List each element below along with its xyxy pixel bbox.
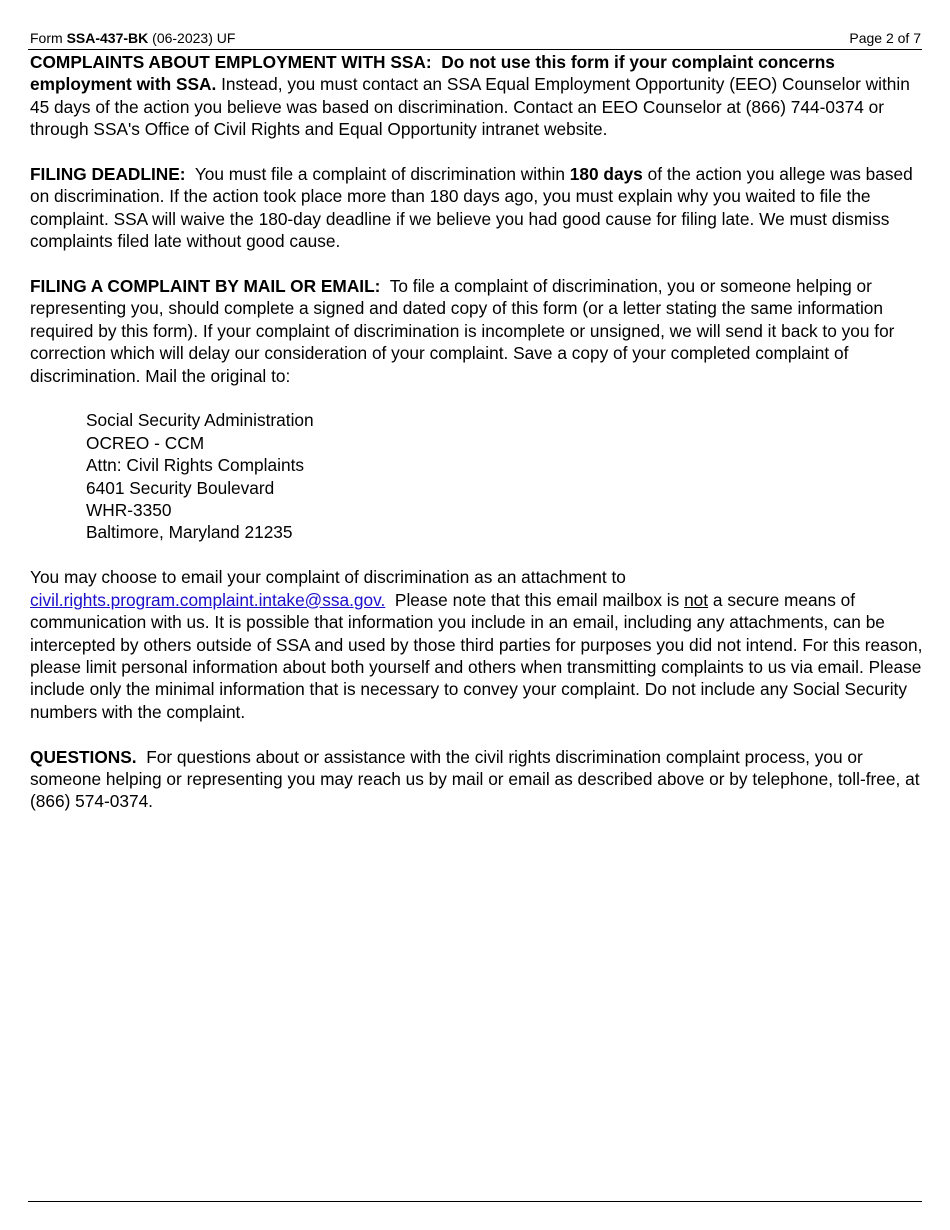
address-line: Baltimore, Maryland 21235 (86, 522, 293, 543)
footer-divider (28, 1201, 922, 1202)
email-intro: You may choose to email your complaint of discrimination as an attachment to (30, 567, 626, 588)
form-edition: (06-2023) UF (152, 30, 236, 46)
employment-body: Instead, you must contact an SSA Equal Employment Opportunity (EEO) Counselor within 45 days of the action you believe was based on discrimination. Contact an EEO Counselor at (866) 744-0374 or through SSA's Office of Civil Rights and Equal Opportunity intranet website. (30, 74, 910, 140)
filing-body: To file a complaint of discrimination, you or someone helping or representing you, should complete a signed and dated copy of this form (or a letter stating the same information required by this form). If your complaint of discrimination is incomplete or unsigned, we will send it back to you for correction which will delay our consideration of your complaint. Save a copy of your completed complaint of discrimination. Mail the original to: (30, 276, 895, 386)
address-line: WHR-3350 (86, 500, 172, 521)
filing-section (30, 275, 930, 387)
deadline-section (30, 163, 930, 253)
address-line: OCREO - CCM (86, 432, 205, 453)
address-line: 6401 Security Boulevard (86, 477, 275, 498)
deadline-heading: FILING DEADLINE: (30, 164, 186, 185)
deadline-text-after: of the action you allege was based on discrimination. If the action took place more than 180 days ago, you must explain why you waited to file the complaint. SSA will waive the 180-day deadline if we believe you had good cause for filing late. We must dismiss complaints filed late without good cause. (30, 164, 913, 252)
email-note-after: a secure means of communication with us. It is possible that information you include in an email, including any attachments, can be intercepted by others outside of SSA and used by those third parties for purposes you did not intend. For this reason, please limit personal information about both yourself and others when transmitting complaints to us via email. Please include only the minimal information that is necessary to convey your complaint. Do not include any Social Security numbers with the complaint. (30, 589, 923, 722)
page-header (30, 29, 921, 47)
questions-section (30, 746, 930, 813)
employment-section (30, 51, 930, 141)
email-section (30, 566, 930, 723)
questions-heading: QUESTIONS. (30, 746, 137, 767)
mailing-address (86, 409, 930, 543)
header-divider (28, 49, 922, 50)
questions-body: For questions about or assistance with the civil rights discrimination complaint process, you or someone helping or representing you may reach us by mail or email as described above or by telephone, toll-free, at (866) 574-0374. (30, 746, 920, 812)
document-body (30, 51, 930, 835)
employment-warning: Do not use this form if your complaint concerns employment with SSA. (30, 52, 835, 95)
deadline-text-before: You must file a complaint of discrimination within (194, 164, 565, 185)
form-prefix: Form (30, 30, 63, 46)
page-number: Page 2 of 7 (849, 30, 921, 46)
employment-heading: COMPLAINTS ABOUT EMPLOYMENT WITH SSA: (30, 52, 432, 72)
email-note-before: Please note that this email mailbox is (394, 589, 680, 610)
address-line: Attn: Civil Rights Complaints (86, 455, 305, 476)
address-line: Social Security Administration (86, 410, 314, 431)
email-note-not: not (684, 589, 709, 610)
form-number: SSA-437-BK (66, 30, 149, 46)
form-identifier (30, 29, 235, 47)
deadline-days: 180 days (569, 164, 643, 185)
filing-heading: FILING A COMPLAINT BY MAIL OR EMAIL: (30, 276, 381, 297)
email-address-link[interactable]: civil.rights.program.complaint.intake@ssa.gov. (30, 589, 386, 610)
